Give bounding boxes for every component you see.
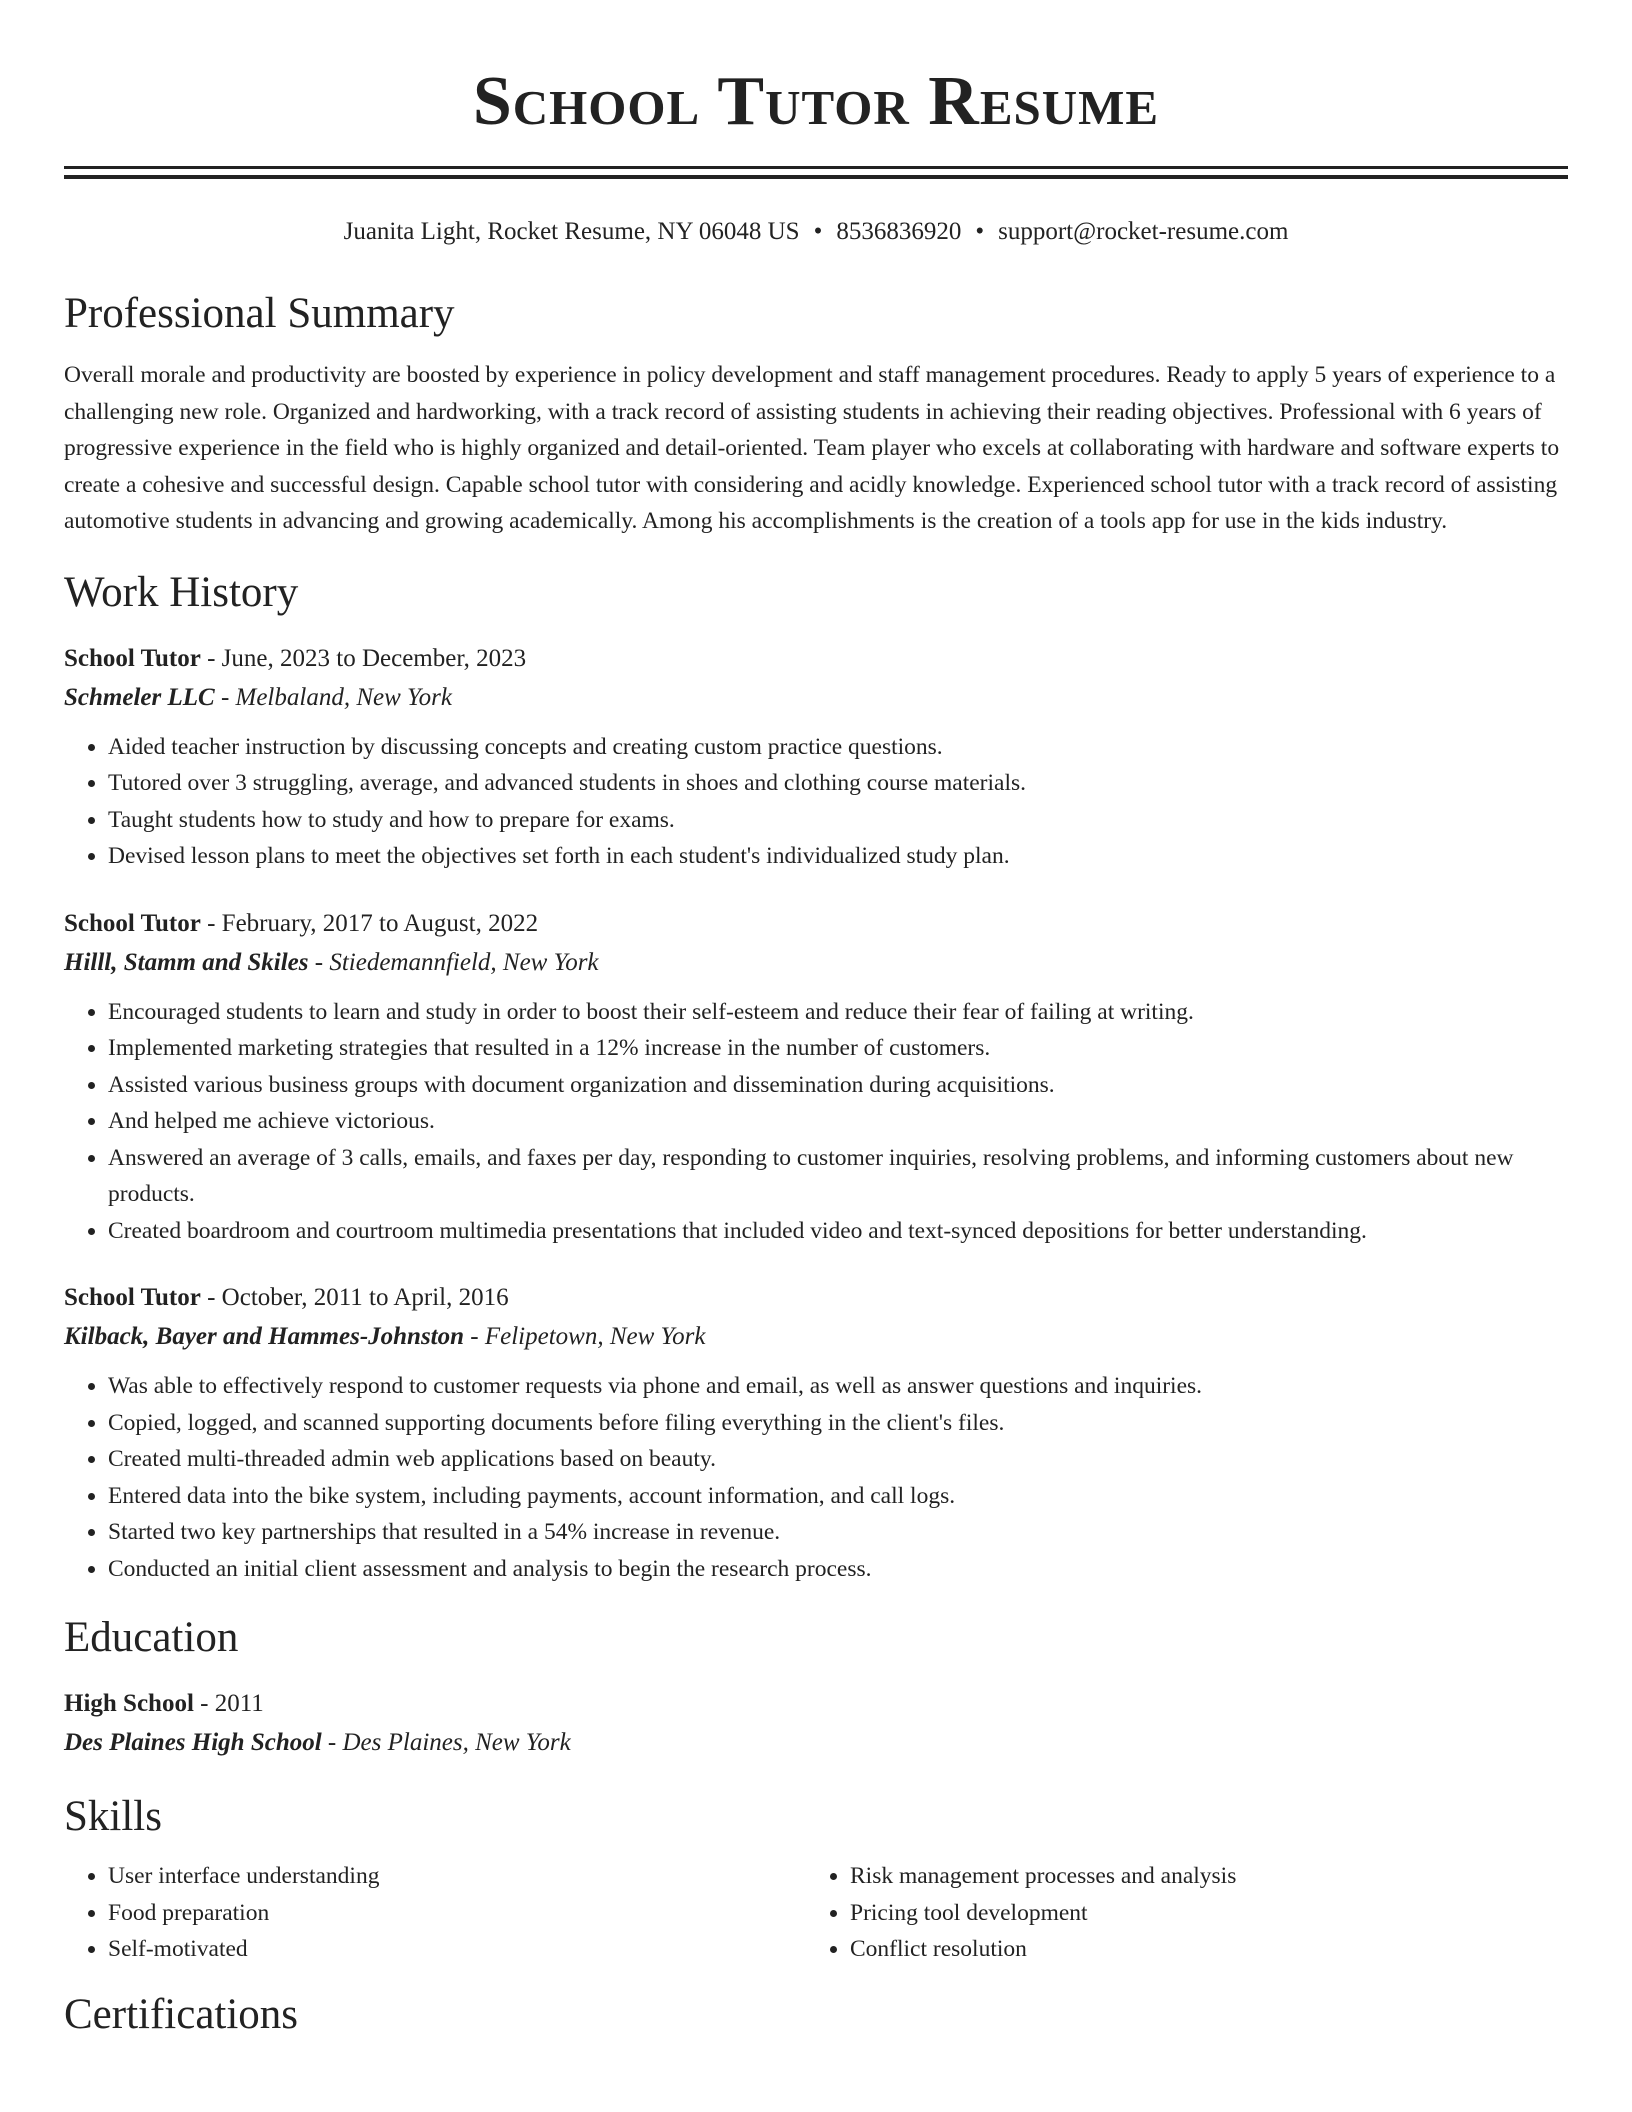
school-line [64,1724,1568,1762]
job-dates: - June, 2023 to December, 2023 [200,644,527,672]
company-location: - Melbaland, New York [214,683,452,711]
contact-email: support@rocket-resume.com [998,218,1289,245]
job-bullet: • Was able to effectively respond to customer requests via phone and email, as well as answer questions and inquiries. [108,1368,1568,1405]
resume-title: School Tutor Resume [472,63,1160,140]
certifications-heading: Certifications [64,1990,299,2038]
job-entry [64,905,1568,1250]
job-title: School Tutor [64,909,201,937]
job-entry [64,1279,1568,1587]
company-name: Hilll, Stamm and Skiles [64,948,309,976]
contact-line [64,215,1568,249]
job-bullet: • Conducted an initial client assessment and analysis to begin the research process. [108,1551,1568,1588]
title-rule-top [64,166,1568,169]
job-bullet: • Implemented marketing strategies that resulted in a 12% increase in the number of customers. [108,1030,1568,1067]
company-name: Schmeler LLC [64,683,215,711]
company-location: - Stiedemannfield, New York [308,948,599,976]
company-location: - Felipetown, New York [464,1323,706,1350]
skill-item: • User interface understanding [108,1858,806,1895]
job-dates: - October, 2011 to April, 2016 [200,1284,509,1311]
company-line [64,1318,1568,1356]
degree-line [64,1685,1568,1723]
job-bullet: • Devised lesson plans to meet the objectives set forth in each student's individualized study plan. [108,838,1568,875]
skill-item: • Risk management processes and analysis [850,1858,1548,1895]
school-name: Des Plaines High School [64,1729,322,1756]
company-line [64,679,1568,717]
job-title-line [64,1279,1568,1317]
job-dates: - February, 2017 to August, 2022 [200,909,539,937]
skills-column-right [806,1858,1548,1968]
skills-heading: Skills [64,1793,162,1840]
graduation-year: - 2011 [193,1690,264,1717]
job-bullets [64,1368,1568,1587]
title-rule-bottom [64,175,1568,179]
job-title: School Tutor [64,644,201,672]
job-bullet: • Aided teacher instruction by discussing concepts and creating custom practice questions. [108,729,1568,766]
job-entry [64,640,1568,875]
contact-address: Juanita Light, Rocket Resume, NY 06048 US [343,218,800,245]
job-bullet: • Taught students how to study and how to prepare for exams. [108,802,1568,839]
skill-item: • Self-motivated [108,1931,806,1968]
education-heading: Education [64,1614,239,1661]
job-bullet: • Encouraged students to learn and study in order to boost their self-esteem and reduce their fear of failing at writing. [108,994,1568,1031]
job-bullet: • Assisted various business groups with document organization and dissemination during acquisitions. [108,1067,1568,1104]
company-line [64,944,1568,982]
resume-page [64,0,1568,2040]
job-bullet: • Answered an average of 3 calls, emails, and faxes per day, responding to customer inquiries, resolving problems, and informing customers about new products. [108,1140,1568,1213]
job-title-line [64,640,1568,678]
company-name: Kilback, Bayer and Hammes-Johnston [64,1323,465,1350]
job-title: School Tutor [64,1284,201,1311]
job-bullet: • Entered data into the bike system, including payments, account information, and call logs. [108,1478,1568,1515]
summary-heading: Professional Summary [64,290,455,337]
skills-column-left [64,1858,806,1968]
skill-item: • Conflict resolution [850,1931,1548,1968]
skill-item: • Food preparation [108,1895,806,1932]
contact-separator: • [975,218,985,245]
job-bullets [64,994,1568,1250]
job-bullet: • Started two key partnerships that resulted in a 54% increase in revenue. [108,1514,1568,1551]
job-bullets [64,729,1568,875]
skills-list [64,1858,1568,1968]
school-location: - Des Plaines, New York [321,1729,571,1756]
job-bullet: • Created multi-threaded admin web applications based on beauty. [108,1441,1568,1478]
job-bullet: • And helped me achieve victorious. [108,1103,1568,1140]
job-bullet: • Tutored over 3 struggling, average, and advanced students in shoes and clothing course materials. [108,765,1568,802]
contact-phone: 8536836920 [836,218,962,245]
work-history-heading: Work History [64,568,299,616]
degree: High School [64,1690,194,1717]
job-title-line [64,905,1568,943]
job-bullet: • Created boardroom and courtroom multimedia presentations that included video and text-synced depositions for better understanding. [108,1213,1568,1250]
contact-separator: • [813,218,823,245]
summary-text: Overall morale and productivity are boosted by experience in policy development and staff management procedures. Ready to apply 5 years of experience to a challenging new role. Organized and hardworking, with a track record of assisting students in achieving their reading objectives. Professional with 6 years of progressive experience in the field who is highly organized and detail-oriented. Team player who excels at collaborating with hardware and software experts to create a cohesive and successful design. Capable school tutor with considering and acidly knowledge. Experienced school tutor with a track record of assisting automotive students in advancing and growing academically. Among his accomplishments is the creation of a tools app for use in the kids industry. [64,362,1560,534]
job-bullet: • Copied, logged, and scanned supporting documents before filing everything in the client's files. [108,1405,1568,1442]
skill-item: • Pricing tool development [850,1895,1548,1932]
education-entry [64,1685,1568,1762]
